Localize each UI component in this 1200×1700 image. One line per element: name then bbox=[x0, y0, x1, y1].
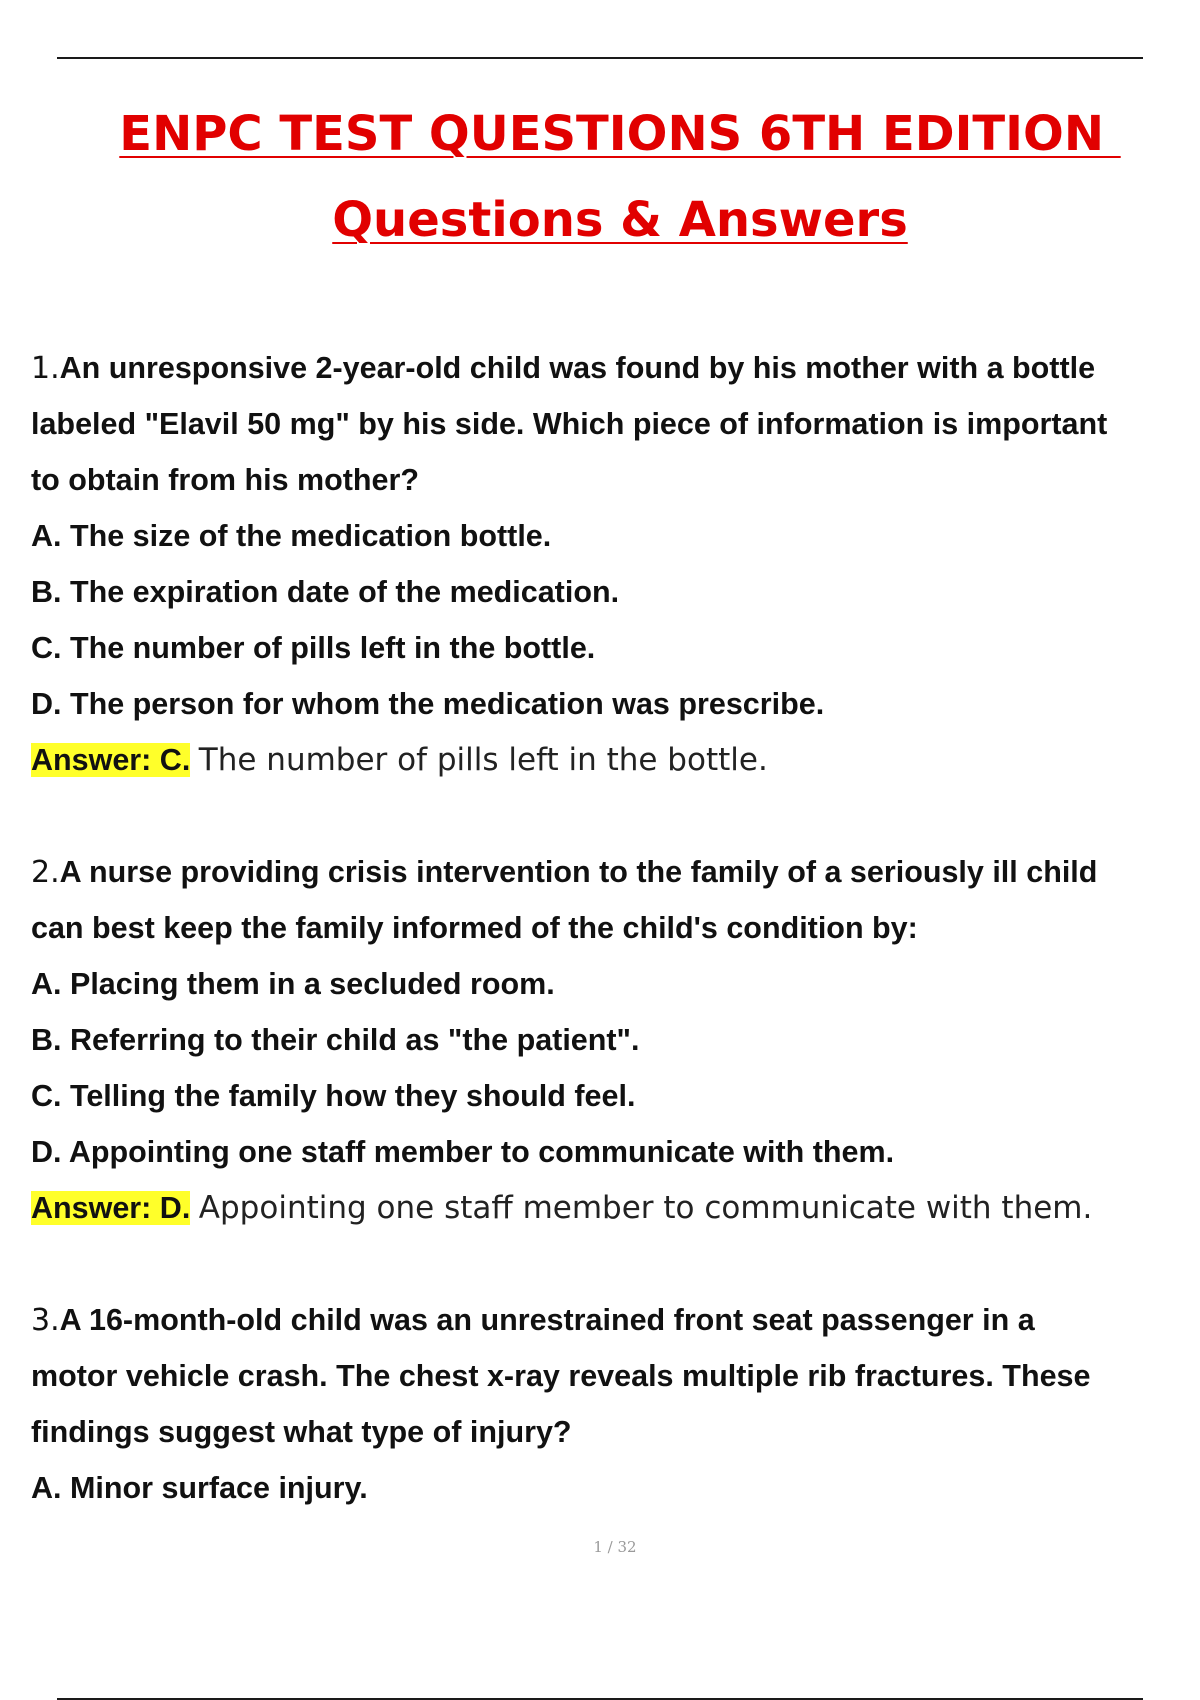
option-a: A. Minor surface injury. bbox=[31, 1471, 368, 1505]
option-c: C. Telling the family how they should feel. bbox=[31, 1079, 636, 1113]
question-stem-line bbox=[31, 1292, 1181, 1348]
question-list bbox=[31, 340, 1181, 1516]
answer-label: Answer: C. bbox=[31, 743, 191, 777]
option-a: A. Placing them in a secluded room. bbox=[31, 967, 555, 1001]
question-stem-line: motor vehicle crash. The chest x-ray reveals multiple rib fractures. These bbox=[31, 1359, 1091, 1393]
question-spacer bbox=[31, 1236, 1181, 1292]
question-spacer bbox=[31, 788, 1181, 844]
question-stem-line: to obtain from his mother? bbox=[31, 463, 420, 497]
question-1 bbox=[31, 340, 1181, 788]
answer-text: The number of pills left in the bottle. bbox=[198, 742, 768, 778]
answer-label: Answer: D. bbox=[31, 1191, 191, 1225]
question-stem-line bbox=[31, 844, 1181, 900]
question-stem-line: labeled "Elavil 50 mg" by his side. Which piece of information is important bbox=[31, 407, 1108, 441]
question-3 bbox=[31, 1292, 1181, 1516]
option-b: B. Referring to their child as "the patient". bbox=[31, 1023, 640, 1057]
document-subtitle: Questions & Answers bbox=[332, 192, 908, 248]
answer-line bbox=[31, 732, 1181, 788]
question-stem-line: findings suggest what type of injury? bbox=[31, 1415, 572, 1449]
answer-line bbox=[31, 1180, 1181, 1236]
question-number: 3. bbox=[31, 1303, 60, 1338]
question-stem-text: An unresponsive 2-year-old child was found by his mother with a bottle bbox=[59, 351, 1096, 385]
option-d: D. The person for whom the medication was prescribe. bbox=[31, 687, 825, 721]
option-c: C. The number of pills left in the bottle. bbox=[31, 631, 596, 665]
top-rule bbox=[57, 57, 1143, 59]
question-stem-text: A 16-month-old child was an unrestrained front seat passenger in a bbox=[59, 1303, 1035, 1337]
question-stem-line bbox=[31, 340, 1181, 396]
answer-text: Appointing one staff member to communicate with them. bbox=[198, 1190, 1093, 1226]
question-number: 2. bbox=[31, 855, 60, 890]
page-number: 1 / 32 bbox=[593, 1538, 637, 1556]
question-number: 1. bbox=[31, 351, 60, 386]
question-2 bbox=[31, 844, 1181, 1236]
question-stem-text: A nurse providing crisis intervention to the family of a seriously ill child bbox=[59, 855, 1098, 889]
question-stem-line: can best keep the family informed of the child's condition by: bbox=[31, 911, 918, 945]
document-title: ENPC TEST QUESTIONS 6TH EDITION bbox=[119, 106, 1121, 162]
option-b: B. The expiration date of the medication. bbox=[31, 575, 620, 609]
option-d: D. Appointing one staff member to communicate with them. bbox=[31, 1135, 895, 1169]
option-a: A. The size of the medication bottle. bbox=[31, 519, 552, 553]
